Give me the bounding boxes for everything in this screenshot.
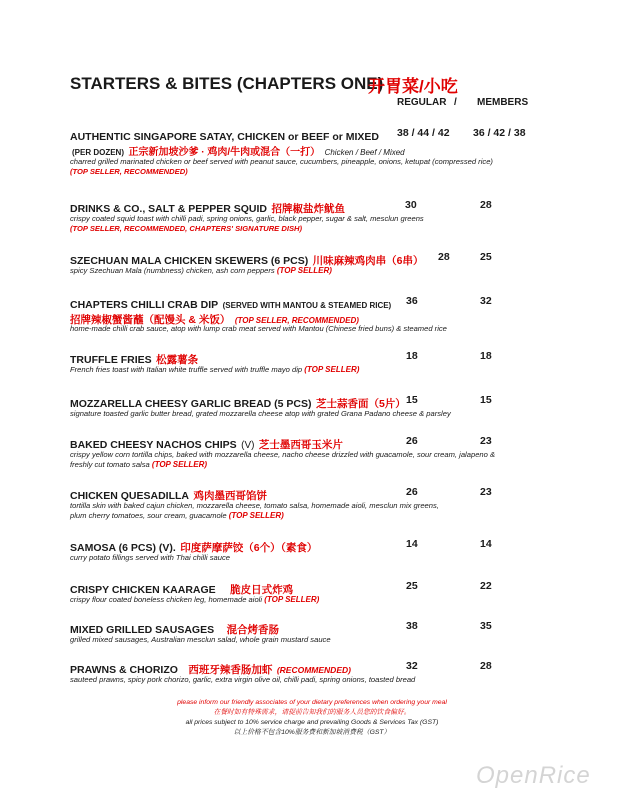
item-description: crispy yellow corn tortilla chips, baked with mozzarella cheese, nacho cheese drizzled with guacamole, sour cream, jalapeno &: [70, 450, 496, 459]
item-chinese-name: 招牌辣椒蟹酱蘸（配馒头 & 米饭）: [70, 314, 231, 326]
item-tag: (TOP SELLER, RECOMMENDED): [234, 316, 359, 325]
page-title: STARTERS & BITES (CHAPTERS ONE): [70, 74, 384, 93]
item-description-line: [70, 595, 570, 605]
menu-item-chilli-crab-dip: [70, 295, 570, 334]
item-name: SAMOSA (6 PCS) (V).: [70, 542, 176, 554]
header-slash: /: [454, 97, 457, 108]
footer-price-note: all prices subject to 10% service charge and prevailing Goods & Services Tax (GST): [185, 719, 439, 726]
item-description: sauteed prawns, spicy pork chorizo, garlic, extra virgin olive oil, chilli padi, spring onions, toasted bread: [70, 675, 416, 684]
menu-item-satay: [70, 127, 570, 177]
item-chinese-name: 松露薯条: [156, 354, 199, 366]
item-members-price: 32: [480, 295, 492, 307]
item-name: CHAPTERS CHILLI CRAB DIP: [70, 299, 219, 311]
item-members-price: 23: [480, 435, 492, 447]
item-description-line: [70, 511, 570, 521]
item-name: SZECHUAN MALA CHICKEN SKEWERS (6 PCS): [70, 255, 309, 267]
item-chinese-name: 芝士墨西哥玉米片: [258, 439, 343, 451]
item-tag: (TOP SELLER): [276, 266, 332, 275]
item-regular-price: 30: [405, 199, 417, 211]
regular-price-header: REGULAR: [397, 97, 447, 108]
item-regular-price: 18: [406, 350, 418, 362]
menu-item-prawns-chorizo: [70, 660, 570, 685]
item-chinese-name: 脆皮日式炸鸡: [230, 584, 294, 596]
item-regular-price: 15: [406, 394, 418, 406]
item-tag: (TOP SELLER, RECOMMENDED): [70, 167, 188, 176]
item-regular-price: 28: [438, 251, 450, 263]
item-members-price: 28: [480, 199, 492, 211]
footer-dietary-note: please inform our friendly associates of your dietary preferences when ordering your meal: [177, 699, 447, 706]
item-chinese-name: 混合烤香肠: [226, 624, 280, 636]
menu-item-squid: [70, 199, 570, 234]
item-members-price: 18: [480, 350, 492, 362]
item-tag: (TOP SELLER, RECOMMENDED, CHAPTERS' SIGNATURE DISH): [70, 224, 303, 233]
item-regular-price: 14: [406, 538, 418, 550]
item-description-line: [70, 365, 570, 375]
item-tag: (RECOMMENDED): [276, 665, 351, 675]
item-chinese-name: 鸡肉墨西哥馅饼: [193, 490, 267, 502]
item-regular-price: 38: [406, 620, 418, 632]
item-name: MIXED GRILLED SAUSAGES: [70, 624, 215, 636]
item-name: DRINKS & CO., SALT & PEPPER SQUID: [70, 203, 267, 215]
item-name: MOZZARELLA CHEESY GARLIC BREAD (5 PCS): [70, 398, 312, 410]
item-members-price: 23: [480, 486, 492, 498]
item-description-cont: plum cherry tomatoes, sour cream, guacamole: [70, 511, 227, 520]
item-description: crispy coated squid toast with chilli padi, spring onions, garlic, black pepper, sugar & salt, mesclun greens: [70, 214, 424, 223]
item-name: AUTHENTIC SINGAPORE SATAY, CHICKEN or BEEF or MIXED: [70, 131, 380, 143]
item-tag: (TOP SELLER): [151, 460, 208, 469]
item-members-price: 14: [480, 538, 492, 550]
item-chinese-name: 招牌椒盐炸鱿鱼: [271, 203, 345, 215]
footer: [0, 698, 624, 738]
item-veg-mark: (V): [241, 440, 255, 451]
item-description: French fries toast with Italian white truffle served with truffle mayo dip: [70, 365, 303, 374]
item-tag: (TOP SELLER): [304, 365, 360, 374]
item-subtitle-english: Chicken / Beef / Mixed: [324, 148, 405, 157]
item-description: grilled mixed sausages, Australian mesclun salad, whole grain mustard sauce: [70, 635, 331, 644]
page-title-chinese: 开胃菜/小吃: [368, 77, 458, 96]
item-members-price: 22: [480, 580, 492, 592]
menu-item-garlic-bread: [70, 394, 570, 419]
item-description: charred grilled marinated chicken or beef served with peanut sauce, cucumbers, pineapple, onions, ketupat (compressed rice): [70, 157, 493, 166]
item-description: tortilla skin with baked cajun chicken, mozzarella cheese, tomato salsa, homemade aioli, mesclun mix greens,: [70, 501, 439, 510]
openrice-watermark: OpenRice: [476, 762, 591, 789]
item-regular-price: 26: [406, 435, 418, 447]
menu-item-samosa: [70, 538, 570, 563]
item-chinese-name: 川味麻辣鸡肉串（6串）: [312, 255, 424, 267]
item-description: spicy Szechuan Mala (numbness) chicken, ash corn peppers: [70, 266, 275, 275]
item-regular-price: 25: [406, 580, 418, 592]
item-regular-price: 38 / 44 / 42: [397, 127, 450, 139]
item-members-price: 15: [480, 394, 492, 406]
item-subtitle: (PER DOZEN): [72, 148, 124, 157]
item-members-price: 36 / 42 / 38: [473, 127, 526, 139]
item-regular-price: 36: [406, 295, 418, 307]
item-description-cont: freshly cut tomato salsa: [70, 460, 150, 469]
menu-item-quesadilla: [70, 486, 570, 521]
item-regular-price: 32: [406, 660, 418, 672]
item-members-price: 25: [480, 251, 492, 263]
item-description-line: [70, 460, 570, 470]
menu-item-truffle-fries: [70, 350, 570, 375]
item-name: TRUFFLE FRIES: [70, 354, 152, 366]
item-regular-price: 26: [406, 486, 418, 498]
item-chinese-name: 印度萨摩萨饺（6个）（素食）: [180, 542, 318, 554]
menu-item-nachos: [70, 435, 570, 470]
item-description: crispy flour coated boneless chicken leg, homemade aioli: [70, 595, 263, 604]
footer-dietary-note-chinese: 在餐时如有特殊需求，请提前告知我们的服务人员您的饮食偏好。: [213, 709, 411, 716]
item-members-price: 28: [480, 660, 492, 672]
item-description-line: [70, 266, 570, 276]
item-chinese-name: 西班牙辣香肠加虾: [188, 664, 273, 676]
footer-price-note-chinese: 以上价格不包含10%服务费和新加坡消费税（GST）: [233, 729, 391, 736]
item-members-price: 35: [480, 620, 492, 632]
item-chinese-name: 正宗新加坡沙爹 · 鸡肉/牛肉或混合（一打）: [128, 147, 321, 158]
menu-item-sausages: [70, 620, 570, 645]
item-name: PRAWNS & CHORIZO: [70, 664, 178, 676]
item-name: CRISPY CHICKEN KAARAGE: [70, 584, 216, 596]
item-chinese-name: 芝士蒜香面（5片）: [315, 398, 406, 410]
item-tag: (TOP SELLER): [228, 511, 284, 520]
item-description: curry potato fillings served with Thai chilli sauce: [70, 553, 230, 562]
item-tag: (TOP SELLER): [264, 595, 320, 604]
item-name: CHICKEN QUESADILLA: [70, 490, 190, 502]
menu-item-mala-skewers: [70, 251, 570, 276]
menu-item-karaage: [70, 580, 570, 605]
item-name: BAKED CHEESY NACHOS CHIPS: [70, 439, 237, 451]
item-name-suffix: (SERVED WITH MANTOU & STEAMED RICE): [222, 301, 392, 310]
item-description: signature toasted garlic butter bread, grated mozzarella cheese atop with grated Grana Padano cheese & parsley: [70, 409, 451, 418]
members-price-header: MEMBERS: [477, 97, 529, 108]
item-description: home-made chilli crab sauce, atop with lump crab meat served with Mantou (Chinese fried buns) & steamed rice: [70, 324, 447, 333]
